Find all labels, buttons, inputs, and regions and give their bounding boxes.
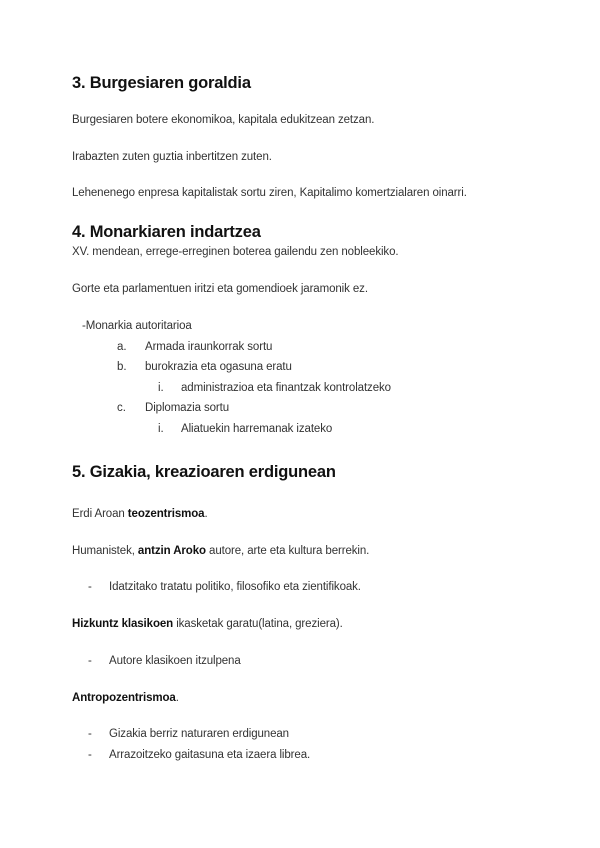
bullet-item-4: Arrazoitzeko gaitasuna eta izaera librea. bbox=[109, 749, 311, 761]
bullet-marker-2: - bbox=[88, 655, 92, 667]
p2-bold-term: antzin Aroko bbox=[137, 545, 206, 557]
section5-paragraph-3 bbox=[72, 618, 343, 630]
p2-text-pre: Humanistek, bbox=[72, 545, 138, 557]
section3-heading: 3. Burgesiaren goraldia bbox=[72, 74, 251, 92]
bullet-marker-3: - bbox=[88, 728, 92, 740]
outline-item-a: Armada iraunkorrak sortu bbox=[145, 341, 273, 353]
bullet-item-2: Autore klasikoen itzulpena bbox=[109, 655, 241, 667]
outline-item-b-i: administrazioa eta finantzak kontrolatzeko bbox=[181, 382, 391, 394]
list-marker-b: b. bbox=[117, 361, 127, 373]
section5-paragraph-4 bbox=[72, 692, 179, 704]
section4-paragraph-1: XV. mendean, errege-erreginen boterea gailendu zen nobleekiko. bbox=[72, 246, 399, 258]
list-marker-a: a. bbox=[117, 341, 127, 353]
bullet-item-3: Gizakia berriz naturaren erdigunean bbox=[109, 728, 289, 740]
p1-bold-term: teozentrismoa bbox=[127, 508, 205, 520]
p3-text-post: ikasketak garatu(latina, greziera). bbox=[173, 618, 343, 630]
p3-bold-term: Hizkuntz klasikoen bbox=[72, 618, 174, 630]
p4-bold-term: Antropozentrismoa bbox=[72, 692, 176, 704]
outline-item-c: Diplomazia sortu bbox=[145, 402, 230, 414]
list-marker-c: c. bbox=[117, 402, 126, 414]
bullet-marker-1: - bbox=[88, 581, 92, 593]
p1-text-post: . bbox=[204, 508, 208, 520]
section3-paragraph-1: Burgesiaren botere ekonomikoa, kapitala edukitzean zetzan. bbox=[72, 114, 375, 126]
section3-paragraph-3: Lehenenego enpresa kapitalistak sortu ziren, Kapitalimo komertzialaren oinarri. bbox=[72, 187, 467, 199]
p4-text-post: . bbox=[175, 692, 179, 704]
section3-paragraph-2: Irabazten zuten guztia inbertitzen zuten. bbox=[72, 151, 272, 163]
section5-paragraph-2 bbox=[72, 545, 369, 557]
section4-heading: 4. Monarkiaren indartzea bbox=[72, 223, 261, 241]
bullet-marker-4: - bbox=[88, 749, 92, 761]
outline-title: -Monarkia autoritarioa bbox=[82, 320, 192, 332]
list-marker-b-i: i. bbox=[158, 382, 164, 394]
outline-item-b: burokrazia eta ogasuna eratu bbox=[145, 361, 292, 373]
section5-paragraph-1 bbox=[72, 508, 208, 520]
outline-item-c-i: Aliatuekin harremanak izateko bbox=[181, 423, 333, 435]
list-marker-c-i: i. bbox=[158, 423, 164, 435]
p1-text-pre: Erdi Aroan bbox=[72, 508, 128, 520]
p2-text-post: autore, arte eta kultura berrekin. bbox=[205, 545, 370, 557]
section5-heading: 5. Gizakia, kreazioaren erdigunean bbox=[72, 463, 336, 481]
section4-paragraph-2: Gorte eta parlamentuen iritzi eta gomendioek jaramonik ez. bbox=[72, 283, 368, 295]
bullet-item-1: Idatzitako tratatu politiko, filosofiko eta zientifikoak. bbox=[109, 581, 361, 593]
